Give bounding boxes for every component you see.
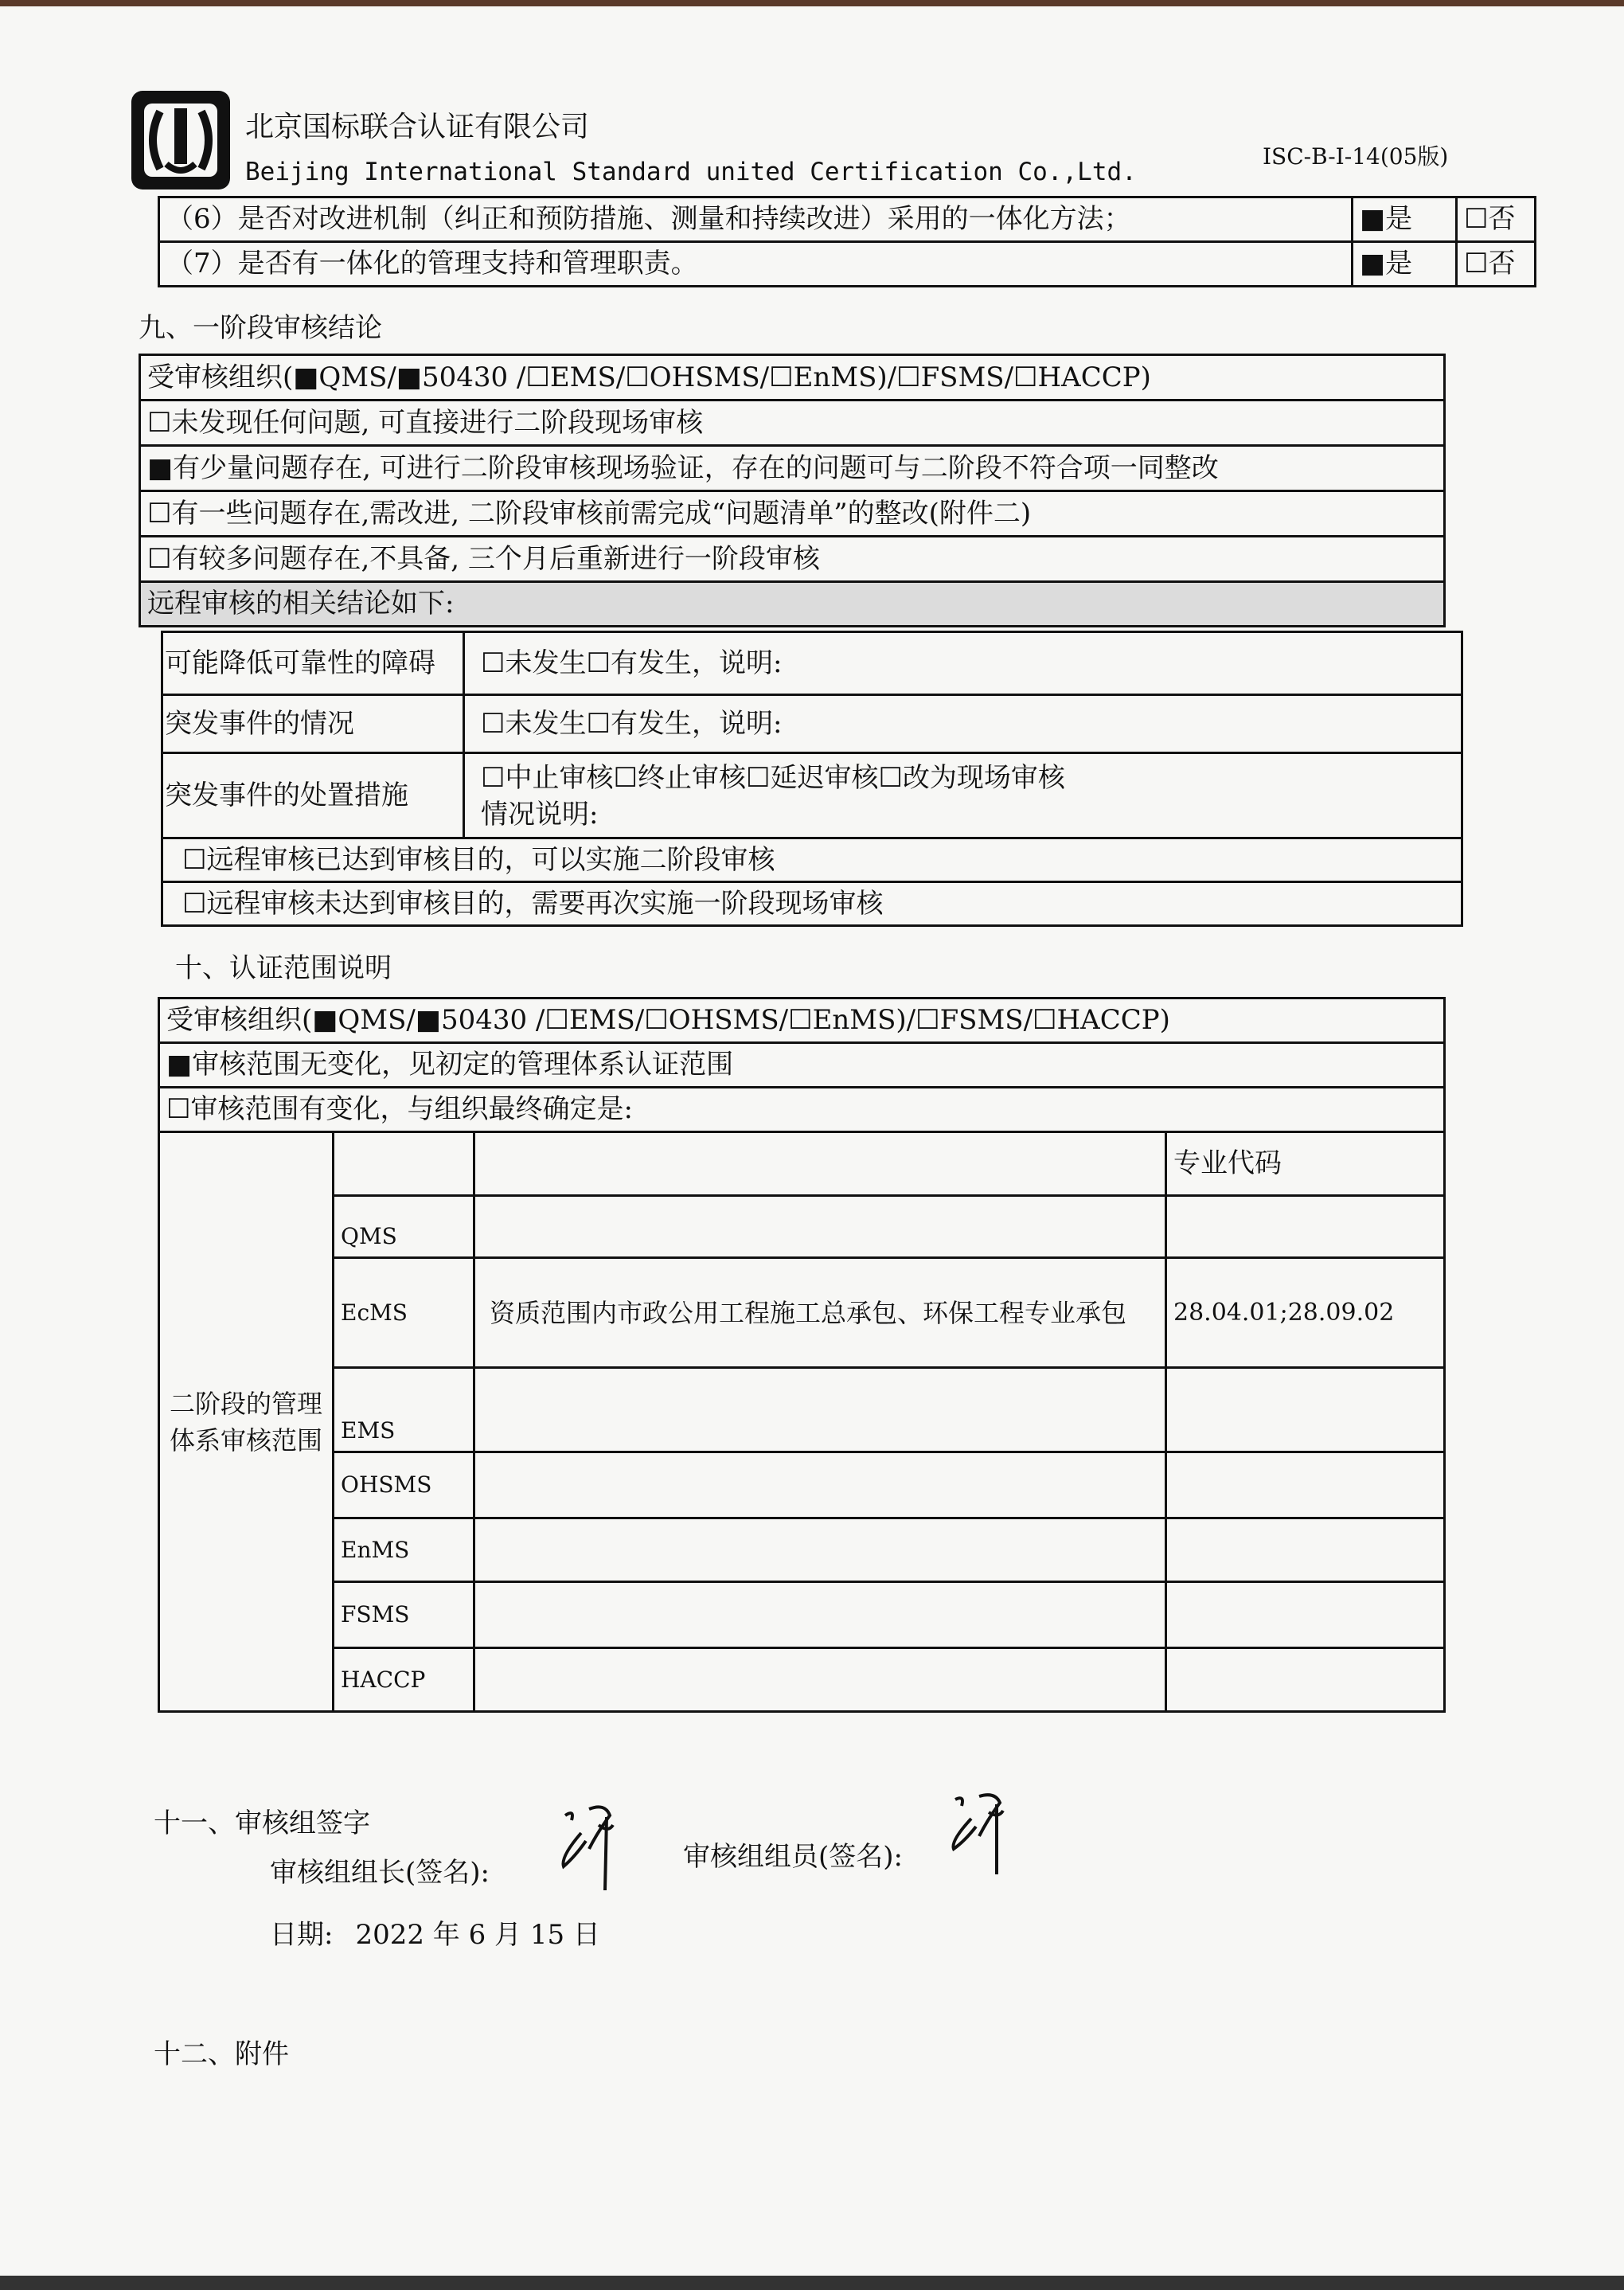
system-name: EcMS (334, 1258, 474, 1368)
scope-option[interactable]: ☐审核范围有变化，与组织最终确定是: (159, 1088, 1445, 1132)
scope-cell[interactable] (474, 1452, 1166, 1518)
section12-title: 十二、附件 (154, 2038, 289, 2070)
scope-cell[interactable] (474, 1368, 1166, 1452)
system-name: QMS (334, 1196, 474, 1258)
code-cell[interactable] (1166, 1368, 1445, 1452)
company-name-cn: 北京国标联合认证有限公司 (245, 111, 590, 143)
code-header: 专业代码 (1166, 1132, 1445, 1196)
row-value[interactable]: ☐未发生☐有发生，说明: (464, 632, 1462, 695)
conclusion-option[interactable]: ☐有一些问题存在,需改进, 二阶段审核前需完成“问题清单”的整改(附件二) (140, 491, 1445, 537)
date-value: 2022 年 6 月 15 日 (355, 1919, 600, 1951)
code-cell[interactable] (1166, 1648, 1445, 1712)
audited-systems: 受审核组织(■QMS/■50430 /☐EMS/☐OHSMS/☐EnMS)/☐FSMS/☐HACCP) (140, 355, 1445, 401)
audited-systems: 受审核组织(■QMS/■50430 /☐EMS/☐OHSMS/☐EnMS)/☐FSMS/☐HACCP) (159, 998, 1445, 1043)
table-row (159, 197, 1536, 242)
company-logo (128, 88, 233, 193)
scope-cell[interactable] (474, 1582, 1166, 1648)
conclusion-option[interactable]: ☐有较多问题存在,不具备, 三个月后重新进行一阶段审核 (140, 537, 1445, 582)
question-text: （6）是否对改进机制（纠正和预防措施、测量和持续改进）采用的一体化方法； (159, 197, 1353, 242)
system-name: EMS (334, 1368, 474, 1452)
scope-cell[interactable]: 资质范围内市政公用工程施工总承包、环保工程专业承包 (474, 1258, 1166, 1368)
system-name: FSMS (334, 1582, 474, 1648)
scan-edge (0, 2276, 1624, 2290)
row-value[interactable]: ☐未发生☐有发生，说明: (464, 695, 1462, 753)
situation-note: 情况说明: (481, 799, 599, 830)
remote-audit-table (161, 631, 1463, 927)
code-cell[interactable]: 28.04.01;28.09.02 (1166, 1258, 1445, 1368)
leader-signature-label: 审核组组长(签名): (270, 1857, 490, 1889)
date-label: 日期: (270, 1919, 334, 1951)
code-cell[interactable] (1166, 1518, 1445, 1582)
code-cell[interactable] (1166, 1196, 1445, 1258)
row-label: 可能降低可靠性的障碍 (162, 632, 464, 695)
scope-label: 二阶段的管理体系审核范围 (159, 1132, 334, 1712)
form-code: ISC-B-I-14(05版) (1263, 143, 1449, 170)
remote-conclusion-option[interactable]: ☐远程审核已达到审核目的，可以实施二阶段审核 (162, 838, 1462, 882)
remote-conclusion-option[interactable]: ☐远程审核未达到审核目的，需要再次实施一阶段现场审核 (162, 882, 1462, 926)
no-checkbox[interactable]: ☐否 (1457, 197, 1536, 242)
system-name: OHSMS (334, 1452, 474, 1518)
no-checkbox[interactable]: ☐否 (1457, 242, 1536, 287)
system-name: EnMS (334, 1518, 474, 1582)
date-line (270, 1919, 600, 1952)
conclusion-option[interactable]: ☐未发现任何问题, 可直接进行二阶段现场审核 (140, 401, 1445, 446)
table-row (159, 242, 1536, 287)
yes-checkbox[interactable]: ■是 (1353, 242, 1457, 287)
system-name: HACCP (334, 1648, 474, 1712)
code-cell[interactable] (1166, 1452, 1445, 1518)
scope-cell[interactable] (474, 1648, 1166, 1712)
company-name-en: Beijing International Standard united Certification Co.,Ltd. (245, 158, 1137, 186)
member-signature-label: 审核组组员(签名): (683, 1841, 903, 1873)
member-signature (947, 1792, 1043, 1887)
scan-edge (0, 0, 1624, 6)
section10-title: 十、认证范围说明 (175, 952, 392, 984)
scope-cell[interactable] (474, 1196, 1166, 1258)
yes-checkbox[interactable]: ■是 (1353, 197, 1457, 242)
row-label: 突发事件的处置措施 (162, 753, 464, 838)
conclusion-option[interactable]: ■有少量问题存在, 可进行二阶段审核现场验证，存在的问题可与二阶段不符合项一同整改 (140, 446, 1445, 491)
section11-title: 十一、审核组签字 (154, 1807, 370, 1839)
integration-table (158, 196, 1536, 287)
conclusion-table (139, 354, 1446, 627)
row-label: 突发事件的情况 (162, 695, 464, 753)
remote-heading: 远程审核的相关结论如下: (140, 582, 1445, 627)
section9-title: 九、一阶段审核结论 (139, 312, 382, 344)
code-cell[interactable] (1166, 1582, 1445, 1648)
row-value[interactable]: ☐中止审核☐终止审核☐延迟审核☐改为现场审核 (481, 762, 1065, 794)
scope-cell[interactable] (474, 1518, 1166, 1582)
scope-option[interactable]: ■审核范围无变化，见初定的管理体系认证范围 (159, 1043, 1445, 1088)
question-text: （7）是否有一体化的管理支持和管理职责。 (159, 242, 1353, 287)
scope-table (158, 997, 1446, 1713)
leader-signature (557, 1801, 653, 1897)
